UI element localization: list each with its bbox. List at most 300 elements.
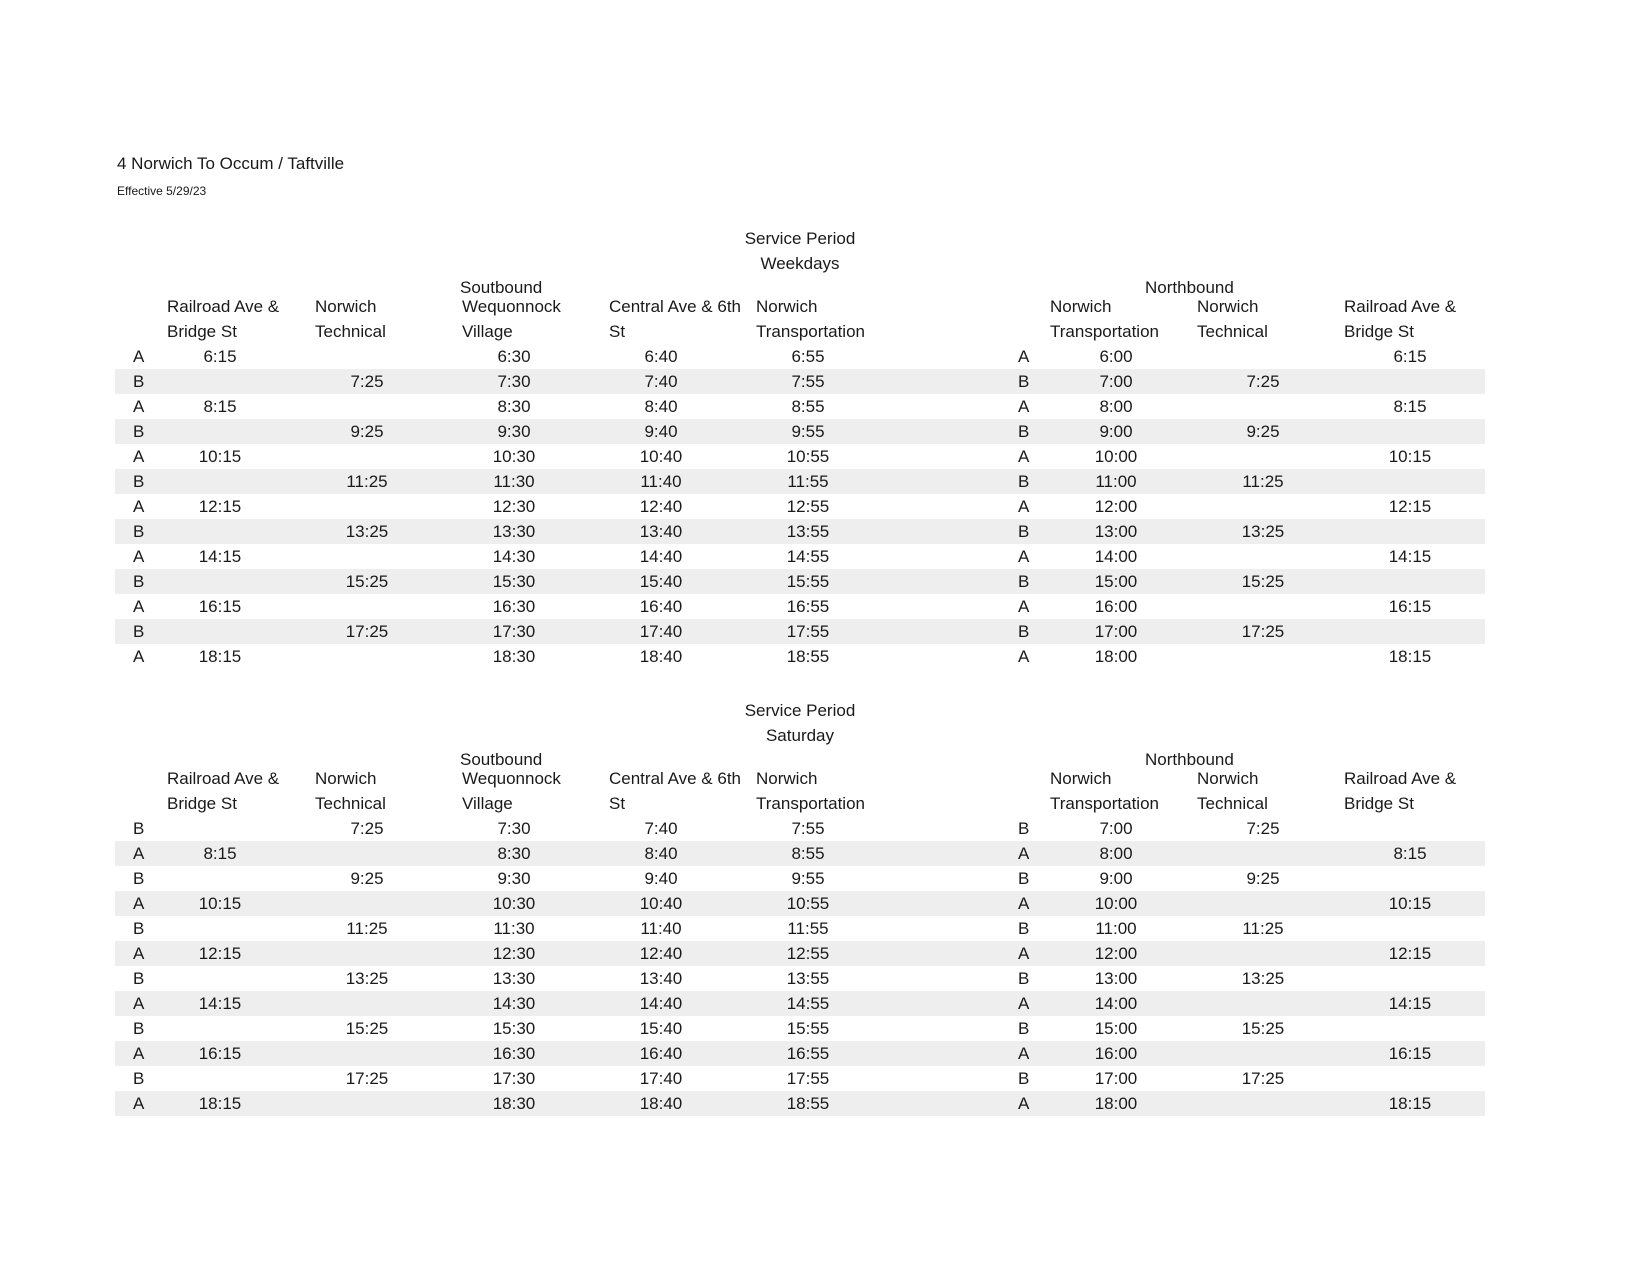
time-cell <box>337 344 397 369</box>
time-cell: 17:25 <box>1241 622 1285 641</box>
time-cell <box>1380 369 1440 394</box>
time-cell <box>1380 469 1440 494</box>
column-header <box>1344 766 1456 816</box>
time-cell: 6:30 <box>497 347 531 366</box>
time-cell: 7:55 <box>791 372 825 391</box>
time-cell: 10:40 <box>639 894 683 913</box>
trip-pattern-letter: A <box>133 944 145 963</box>
column-header <box>609 766 741 816</box>
column-header-line: Bridge St <box>1344 322 1414 341</box>
time-cell <box>337 494 397 519</box>
time-cell: 13:55 <box>786 969 830 988</box>
table-row <box>115 469 1485 494</box>
time-cell: 6:40 <box>644 347 678 366</box>
time-cell: 14:15 <box>198 547 242 566</box>
time-cell: 18:00 <box>1094 647 1138 666</box>
time-cell: 11:40 <box>640 472 682 491</box>
time-cell: 15:00 <box>1094 572 1138 591</box>
time-cell: 16:15 <box>198 1044 242 1063</box>
time-cell: 13:30 <box>492 522 536 541</box>
table-row <box>115 941 1485 966</box>
time-cell <box>190 1066 250 1091</box>
table-row <box>115 891 1485 916</box>
trip-pattern-letter: A <box>1018 397 1030 416</box>
trip-pattern-letter: A <box>1018 994 1030 1013</box>
column-header <box>315 766 386 816</box>
time-cell: 12:55 <box>786 497 830 516</box>
schedule-rows <box>115 344 1485 669</box>
table-row <box>115 1041 1485 1066</box>
time-cell: 13:40 <box>639 969 683 988</box>
time-cell <box>190 1016 250 1041</box>
time-cell: 7:25 <box>350 819 384 838</box>
trip-pattern-letter: A <box>133 844 145 863</box>
column-header-line: Norwich <box>315 297 377 316</box>
time-cell: 17:40 <box>639 1069 683 1088</box>
time-cell: 8:30 <box>497 844 531 863</box>
trip-pattern-letter: A <box>133 994 145 1013</box>
time-cell: 9:00 <box>1099 869 1133 888</box>
trip-pattern-letter: B <box>133 472 145 491</box>
time-cell: 13:40 <box>639 522 683 541</box>
column-header <box>167 294 279 344</box>
time-cell <box>1233 344 1293 369</box>
trip-pattern-letter: A <box>1018 347 1030 366</box>
trip-pattern-letter: A <box>1018 547 1030 566</box>
column-header <box>462 766 561 816</box>
time-cell: 7:00 <box>1099 372 1133 391</box>
time-cell <box>1233 444 1293 469</box>
time-cell: 8:15 <box>203 397 237 416</box>
time-cell: 8:15 <box>203 844 237 863</box>
trip-pattern-letter: B <box>133 522 145 541</box>
trip-pattern-letter: B <box>1018 1069 1030 1088</box>
effective-date: Effective 5/29/23 <box>117 184 207 198</box>
column-header <box>1197 294 1268 344</box>
trip-pattern-letter: A <box>133 447 145 466</box>
southbound-label: Soutbound <box>460 278 543 297</box>
column-header <box>315 294 386 344</box>
time-cell <box>1380 619 1440 644</box>
trip-pattern-letter: B <box>1018 572 1030 591</box>
time-cell: 9:55 <box>791 869 825 888</box>
time-cell <box>1233 941 1293 966</box>
time-cell: 10:30 <box>492 894 536 913</box>
time-cell: 15:40 <box>639 1019 683 1038</box>
time-cell: 17:00 <box>1094 1069 1138 1088</box>
column-header <box>756 294 865 344</box>
service-period-name: Saturday <box>765 726 835 745</box>
trip-pattern-letter: A <box>1018 894 1030 913</box>
time-cell: 9:25 <box>1246 422 1280 441</box>
column-header-line: Norwich <box>1197 297 1259 316</box>
time-cell: 10:00 <box>1094 447 1138 466</box>
time-cell: 9:00 <box>1099 422 1133 441</box>
column-header-line: Bridge St <box>1344 794 1414 813</box>
northbound-label: Northbound <box>1145 750 1234 769</box>
time-cell: 8:15 <box>1393 844 1427 863</box>
time-cell: 15:30 <box>492 572 536 591</box>
trip-pattern-letter: A <box>1018 944 1030 963</box>
column-header-line: Railroad Ave & <box>1344 769 1457 788</box>
time-cell <box>1380 816 1440 841</box>
time-cell: 11:25 <box>346 919 388 938</box>
time-cell: 12:55 <box>786 944 830 963</box>
column-header-line: Norwich <box>1197 769 1259 788</box>
time-cell: 10:55 <box>786 894 830 913</box>
table-row <box>115 544 1485 569</box>
time-cell: 12:30 <box>492 944 536 963</box>
trip-pattern-letter: A <box>1018 447 1030 466</box>
time-cell: 7:25 <box>1246 372 1280 391</box>
time-cell: 9:25 <box>350 422 384 441</box>
trip-pattern-letter: A <box>133 647 145 666</box>
time-cell: 10:15 <box>198 447 242 466</box>
time-cell: 9:40 <box>644 869 678 888</box>
time-cell: 17:25 <box>345 622 389 641</box>
time-cell: 6:55 <box>791 347 825 366</box>
time-cell <box>190 519 250 544</box>
time-cell: 11:00 <box>1095 919 1137 938</box>
time-cell: 11:55 <box>787 919 829 938</box>
time-cell: 9:25 <box>350 869 384 888</box>
trip-pattern-letter: B <box>1018 472 1030 491</box>
time-cell: 18:00 <box>1094 1094 1138 1113</box>
column-header-line: Railroad Ave & <box>167 769 280 788</box>
time-cell <box>1380 569 1440 594</box>
time-cell <box>1380 966 1440 991</box>
time-cell: 18:30 <box>492 647 536 666</box>
time-cell: 10:30 <box>492 447 536 466</box>
time-cell: 13:25 <box>345 522 389 541</box>
time-cell: 18:40 <box>639 647 683 666</box>
table-row <box>115 369 1485 394</box>
time-cell <box>337 644 397 669</box>
column-header-line: Wequonnock <box>462 297 561 316</box>
column-header-line: Transportation <box>756 322 865 341</box>
table-row <box>115 991 1485 1016</box>
time-cell: 17:55 <box>786 622 830 641</box>
trip-pattern-letter: A <box>133 497 145 516</box>
time-cell: 15:55 <box>786 572 830 591</box>
trip-pattern-letter: A <box>1018 844 1030 863</box>
column-header-line: Norwich <box>756 297 818 316</box>
trip-pattern-letter: B <box>1018 919 1030 938</box>
trip-pattern-letter: A <box>133 597 145 616</box>
time-cell <box>1233 594 1293 619</box>
time-cell: 8:00 <box>1099 397 1133 416</box>
time-cell: 16:55 <box>786 1044 830 1063</box>
time-cell <box>1380 916 1440 941</box>
time-cell: 11:30 <box>493 919 535 938</box>
time-cell: 12:30 <box>492 497 536 516</box>
table-row <box>115 344 1485 369</box>
trip-pattern-letter: A <box>133 894 145 913</box>
time-cell: 12:15 <box>198 944 242 963</box>
table-row <box>115 594 1485 619</box>
time-cell: 12:40 <box>639 497 683 516</box>
time-cell <box>190 369 250 394</box>
time-cell: 14:55 <box>786 994 830 1013</box>
column-header-line: Transportation <box>1050 322 1159 341</box>
trip-pattern-letter: A <box>1018 1094 1030 1113</box>
time-cell <box>337 841 397 866</box>
table-row <box>115 866 1485 891</box>
time-cell: 7:00 <box>1099 819 1133 838</box>
time-cell: 9:55 <box>791 422 825 441</box>
trip-pattern-letter: A <box>133 397 145 416</box>
time-cell: 18:15 <box>1388 1094 1432 1113</box>
table-row <box>115 966 1485 991</box>
time-cell: 7:30 <box>497 819 531 838</box>
column-header-line: Technical <box>315 794 386 813</box>
time-cell: 12:00 <box>1094 944 1138 963</box>
time-cell: 17:55 <box>786 1069 830 1088</box>
time-cell: 18:15 <box>1388 647 1432 666</box>
time-cell <box>337 891 397 916</box>
time-cell <box>1233 841 1293 866</box>
column-header-line: Bridge St <box>167 322 237 341</box>
trip-pattern-letter: A <box>133 547 145 566</box>
column-header <box>1197 766 1268 816</box>
time-cell: 7:30 <box>497 372 531 391</box>
time-cell: 16:15 <box>198 597 242 616</box>
time-cell: 9:40 <box>644 422 678 441</box>
time-cell <box>1233 394 1293 419</box>
time-cell: 10:40 <box>639 447 683 466</box>
time-cell <box>1233 891 1293 916</box>
trip-pattern-letter: B <box>1018 522 1030 541</box>
table-row <box>115 1016 1485 1041</box>
column-header-line: Village <box>462 322 513 341</box>
trip-pattern-letter: B <box>133 1069 145 1088</box>
column-header <box>462 294 561 344</box>
column-header-line: St <box>609 794 626 813</box>
trip-pattern-letter: B <box>133 869 145 888</box>
time-cell: 10:15 <box>198 894 242 913</box>
time-cell: 7:25 <box>1246 819 1280 838</box>
time-cell <box>337 394 397 419</box>
table-row <box>115 519 1485 544</box>
time-cell: 8:15 <box>1393 397 1427 416</box>
trip-pattern-letter: B <box>1018 622 1030 641</box>
time-cell: 14:40 <box>639 994 683 1013</box>
column-header-line: Wequonnock <box>462 769 561 788</box>
time-cell <box>337 444 397 469</box>
trip-pattern-letter: B <box>1018 1019 1030 1038</box>
time-cell: 15:25 <box>1241 572 1285 591</box>
time-cell: 16:40 <box>639 1044 683 1063</box>
column-header-line: Transportation <box>756 794 865 813</box>
time-cell: 18:30 <box>492 1094 536 1113</box>
column-header-line: Technical <box>315 322 386 341</box>
column-header <box>756 766 865 816</box>
time-cell: 14:00 <box>1094 547 1138 566</box>
time-cell: 9:30 <box>497 869 531 888</box>
time-cell: 6:15 <box>1393 347 1427 366</box>
table-row <box>115 841 1485 866</box>
table-row <box>115 1091 1485 1116</box>
table-row <box>115 619 1485 644</box>
time-cell <box>337 544 397 569</box>
trip-pattern-letter: B <box>1018 869 1030 888</box>
time-cell: 15:25 <box>1241 1019 1285 1038</box>
time-cell: 16:40 <box>639 597 683 616</box>
trip-pattern-letter: B <box>1018 372 1030 391</box>
time-cell <box>337 1091 397 1116</box>
trip-pattern-letter: A <box>133 1094 145 1113</box>
time-cell: 10:15 <box>1388 894 1432 913</box>
column-header-line: Central Ave & 6th <box>609 297 741 316</box>
trip-pattern-letter: B <box>133 372 145 391</box>
column-header-line: Railroad Ave & <box>1344 297 1457 316</box>
time-cell: 16:15 <box>1388 1044 1432 1063</box>
time-cell: 13:25 <box>345 969 389 988</box>
time-cell: 8:40 <box>644 844 678 863</box>
time-cell: 18:55 <box>786 1094 830 1113</box>
time-cell: 14:15 <box>1388 994 1432 1013</box>
time-cell <box>337 1041 397 1066</box>
time-cell <box>190 569 250 594</box>
time-cell: 14:15 <box>198 994 242 1013</box>
schedule-rows <box>115 816 1485 1116</box>
time-cell: 11:30 <box>493 472 535 491</box>
trip-pattern-letter: B <box>1018 969 1030 988</box>
time-cell: 12:40 <box>639 944 683 963</box>
time-cell: 13:00 <box>1094 969 1138 988</box>
trip-pattern-letter: B <box>133 572 145 591</box>
column-header-line: Technical <box>1197 322 1268 341</box>
column-header-line: Railroad Ave & <box>167 297 280 316</box>
table-row <box>115 916 1485 941</box>
time-cell <box>1380 519 1440 544</box>
time-cell: 16:30 <box>492 597 536 616</box>
time-cell: 7:40 <box>644 819 678 838</box>
time-cell: 8:00 <box>1099 844 1133 863</box>
table-row <box>115 494 1485 519</box>
time-cell: 15:25 <box>345 1019 389 1038</box>
time-cell: 15:30 <box>492 1019 536 1038</box>
time-cell: 8:55 <box>791 844 825 863</box>
time-cell <box>1233 544 1293 569</box>
time-cell <box>190 419 250 444</box>
column-header-line: Central Ave & 6th <box>609 769 741 788</box>
service-period-label: Service Period <box>744 229 856 248</box>
time-cell: 18:15 <box>198 1094 242 1113</box>
column-header-line: Bridge St <box>167 794 237 813</box>
time-cell <box>337 594 397 619</box>
time-cell <box>337 991 397 1016</box>
time-cell: 13:55 <box>786 522 830 541</box>
time-cell: 7:55 <box>791 819 825 838</box>
trip-pattern-letter: B <box>133 819 145 838</box>
trip-pattern-letter: B <box>133 919 145 938</box>
trip-pattern-letter: A <box>1018 497 1030 516</box>
table-row <box>115 1066 1485 1091</box>
time-cell: 18:15 <box>198 647 242 666</box>
time-cell: 10:15 <box>1388 447 1432 466</box>
time-cell: 15:25 <box>345 572 389 591</box>
time-cell: 6:15 <box>203 347 237 366</box>
table-row <box>115 816 1485 841</box>
time-cell <box>190 916 250 941</box>
time-cell: 12:15 <box>198 497 242 516</box>
table-row <box>115 444 1485 469</box>
time-cell <box>190 469 250 494</box>
time-cell: 14:00 <box>1094 994 1138 1013</box>
time-cell: 11:25 <box>346 472 388 491</box>
time-cell: 12:15 <box>1388 944 1432 963</box>
time-cell: 16:30 <box>492 1044 536 1063</box>
trip-pattern-letter: A <box>1018 647 1030 666</box>
time-cell: 11:25 <box>1242 472 1284 491</box>
time-cell: 17:40 <box>639 622 683 641</box>
table-row <box>115 394 1485 419</box>
time-cell: 17:00 <box>1094 622 1138 641</box>
trip-pattern-letter: B <box>1018 819 1030 838</box>
time-cell <box>190 816 250 841</box>
time-cell <box>1233 991 1293 1016</box>
time-cell: 16:15 <box>1388 597 1432 616</box>
time-cell: 12:15 <box>1388 497 1432 516</box>
time-cell: 15:55 <box>786 1019 830 1038</box>
time-cell: 15:00 <box>1094 1019 1138 1038</box>
time-cell <box>1380 866 1440 891</box>
time-cell: 17:25 <box>345 1069 389 1088</box>
service-period-name: Weekdays <box>760 254 840 273</box>
time-cell <box>1380 419 1440 444</box>
time-cell: 6:00 <box>1099 347 1133 366</box>
time-cell: 15:40 <box>639 572 683 591</box>
time-cell: 11:40 <box>640 919 682 938</box>
time-cell: 7:25 <box>350 372 384 391</box>
table-row <box>115 419 1485 444</box>
column-header-line: Norwich <box>315 769 377 788</box>
time-cell: 14:30 <box>492 547 536 566</box>
table-row <box>115 644 1485 669</box>
time-cell: 16:55 <box>786 597 830 616</box>
time-cell: 16:00 <box>1094 1044 1138 1063</box>
time-cell: 17:25 <box>1241 1069 1285 1088</box>
northbound-label: Northbound <box>1145 278 1234 297</box>
time-cell: 13:00 <box>1094 522 1138 541</box>
trip-pattern-letter: B <box>133 622 145 641</box>
time-cell: 13:25 <box>1241 522 1285 541</box>
time-cell: 16:00 <box>1094 597 1138 616</box>
trip-pattern-letter: B <box>133 969 145 988</box>
trip-pattern-letter: A <box>133 1044 145 1063</box>
time-cell: 14:15 <box>1388 547 1432 566</box>
time-cell <box>1233 1091 1293 1116</box>
column-header-line: Transportation <box>1050 794 1159 813</box>
time-cell: 13:30 <box>492 969 536 988</box>
southbound-label: Soutbound <box>460 750 543 769</box>
time-cell <box>337 941 397 966</box>
time-cell <box>1380 1016 1440 1041</box>
time-cell: 11:55 <box>787 472 829 491</box>
time-cell: 8:30 <box>497 397 531 416</box>
time-cell: 14:40 <box>639 547 683 566</box>
time-cell: 8:55 <box>791 397 825 416</box>
time-cell <box>1380 1066 1440 1091</box>
time-cell: 12:00 <box>1094 497 1138 516</box>
column-header-line: Norwich <box>1050 297 1112 316</box>
time-cell <box>190 619 250 644</box>
column-header-line: Village <box>462 794 513 813</box>
column-header <box>167 766 279 816</box>
column-header-line: St <box>609 322 626 341</box>
time-cell: 11:25 <box>1242 919 1284 938</box>
